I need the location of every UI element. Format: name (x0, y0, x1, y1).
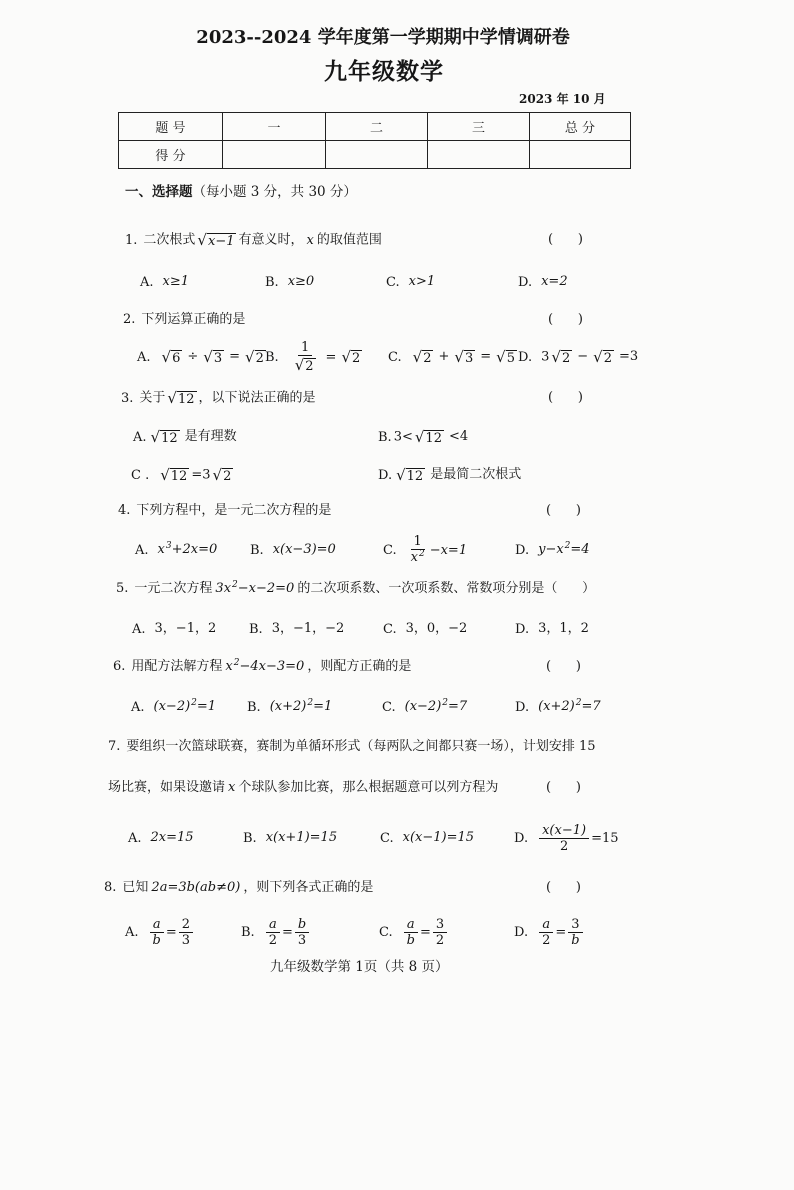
option-expression: 3，0，−2 (405, 621, 468, 636)
radical (496, 348, 517, 366)
numerator: 2 (179, 917, 193, 933)
option-expression: x(x−1)=15 (402, 830, 475, 845)
radical (160, 466, 189, 484)
option-b (378, 425, 471, 449)
numerator: x(x−1) (539, 823, 589, 839)
question-3-options-row-2 (0, 463, 794, 487)
statement-text: 是有理数 (184, 429, 237, 445)
question-5-stem (116, 580, 595, 599)
radicand: √ 3 (464, 350, 474, 366)
equation-rest: −4x−3=0 (239, 659, 305, 674)
denominator: 3 (181, 932, 191, 948)
stem-text: 场比赛，如果设邀请 (108, 780, 226, 795)
expression-rest: +2x=0 (171, 541, 218, 557)
operator: = (165, 924, 177, 940)
option-label: B. (249, 621, 263, 637)
option-label: C. (380, 830, 394, 846)
option-d (518, 272, 568, 292)
inline-equation (215, 581, 294, 596)
option-label: A. (132, 621, 146, 637)
variable: x (228, 780, 236, 795)
answer-blank: ( ) (546, 503, 581, 518)
option-label: A. (133, 429, 147, 445)
fraction (568, 917, 582, 948)
stem-text: ，以下说法正确的是 (198, 390, 316, 406)
question-8-options (0, 915, 794, 949)
option-label: A. (125, 924, 139, 940)
option-expression (394, 428, 471, 447)
question-number: 6. (113, 659, 126, 674)
coefficient: 3 (541, 349, 550, 365)
option-label: B. (378, 429, 392, 445)
fraction (295, 917, 309, 948)
row-label-question-no: 题 号 (119, 113, 223, 141)
option-label: D. (515, 542, 530, 558)
radical (295, 356, 316, 374)
option-c (131, 463, 235, 487)
exponent: 2 (232, 580, 238, 590)
option-expression (288, 340, 365, 374)
question-3-options-row-1 (0, 425, 794, 449)
option-expression (394, 466, 524, 485)
denominator: 2 (542, 932, 551, 948)
option-expression (405, 698, 468, 717)
option-expression (541, 348, 641, 367)
radicand: √ 2 (561, 350, 571, 366)
inline-equation (225, 659, 304, 674)
option-d (514, 915, 585, 949)
column-total: 总 分 (530, 113, 631, 141)
option-label: D. (514, 924, 529, 940)
fraction (404, 917, 418, 948)
option-label: A. (137, 349, 151, 365)
radicand: √ 2 (255, 350, 264, 366)
option-d (518, 342, 641, 372)
numerator: 3 (433, 917, 447, 933)
question-4-stem (118, 502, 331, 520)
option-label: D. (515, 699, 530, 715)
option-c (379, 915, 449, 949)
radical (162, 348, 183, 366)
operator: = (325, 349, 337, 365)
fraction (539, 917, 553, 948)
stem-text: 的二次项系数、一次项系数、常数项分别是（ ） (297, 581, 596, 596)
numerator: b (295, 917, 309, 933)
base: (x+2) (538, 698, 575, 714)
answer-blank: ( ) (546, 780, 581, 795)
column-part-3: 三 (428, 113, 530, 141)
option-label: A. (135, 542, 149, 558)
radical (213, 466, 234, 484)
operator: = (555, 924, 567, 940)
base: x (410, 549, 418, 565)
question-1-stem (125, 231, 382, 250)
denominator: b (152, 932, 161, 948)
fraction (150, 917, 164, 948)
question-7-stem-line-2 (108, 779, 498, 797)
stem-text: 二次根式 (143, 232, 196, 248)
option-expression: 3，−1，2 (154, 621, 217, 636)
radical (151, 428, 180, 446)
equation-rest: −x−2=0 (237, 581, 295, 596)
expression-rest: =1 (196, 698, 217, 714)
radical (454, 348, 475, 366)
inline-equation: 2a=3b(ab≠0) (151, 880, 241, 895)
option-expression (264, 917, 312, 948)
operator: = (419, 924, 431, 940)
denominator: 2 (559, 838, 569, 854)
option-expression (537, 917, 585, 948)
option-expression (154, 698, 217, 717)
answer-blank: ( ) (546, 659, 581, 674)
section-label: 一、选择题 (125, 184, 193, 200)
column-part-1: 一 (223, 113, 326, 141)
question-number: 3. (121, 390, 134, 406)
exponent: 2 (575, 697, 582, 708)
stem-text: 下列方程中，是一元二次方程的是 (136, 503, 332, 518)
section-heading (125, 183, 357, 201)
option-label: C. (379, 924, 393, 940)
option-expression (270, 698, 333, 717)
stem-text: 要组织一次篮球联赛，赛制为单循环形式（每两队之间都只赛一场），计划安排 15 (126, 739, 596, 754)
operator: = (480, 349, 492, 365)
fraction (408, 534, 428, 567)
radical (413, 348, 434, 366)
option-a (125, 915, 195, 949)
question-number: 5. (116, 581, 129, 596)
radicand: √ 2 (603, 350, 612, 366)
base: x (225, 659, 233, 674)
answer-blank: ( ) (548, 232, 583, 247)
option-label: A. (131, 699, 145, 715)
section-note: （每小题 3 分，共 30 分） (192, 184, 357, 200)
radical (396, 466, 425, 484)
option-b (247, 697, 332, 717)
option-a (140, 272, 189, 292)
radical (167, 389, 196, 407)
option-expression (402, 917, 450, 948)
stem-text: 下列运算正确的是 (141, 312, 246, 327)
question-number: 8. (104, 880, 117, 895)
denominator: 2 (435, 932, 445, 948)
score-cell-part-1 (223, 141, 326, 169)
option-label: B. (241, 924, 255, 940)
statement-text: 是最简二次根式 (430, 467, 522, 483)
inequality-right: <4 (448, 429, 469, 445)
option-b (243, 822, 337, 854)
option-a (137, 342, 268, 372)
numerator: 1 (411, 534, 425, 550)
option-b (241, 915, 311, 949)
radical (593, 348, 614, 366)
denominator: b (406, 932, 415, 948)
score-table (118, 112, 631, 169)
radical (415, 428, 444, 446)
radicand: √ 12 (406, 468, 424, 484)
exam-date: 2023 年 10 月 (519, 92, 606, 106)
question-2-options (0, 342, 794, 372)
option-expression (538, 541, 589, 560)
option-expression (160, 348, 268, 367)
exponent: 2 (191, 697, 197, 708)
denominator: 2 (268, 932, 277, 948)
stem-text: 已知 (122, 880, 149, 895)
option-expression: x≥1 (162, 274, 190, 289)
exponent: 2 (307, 697, 314, 708)
option-d (378, 463, 524, 487)
numerator: 1 (298, 340, 312, 356)
denominator: b (571, 932, 580, 948)
question-4-options (0, 535, 794, 565)
answer-blank: ( ) (548, 312, 583, 327)
option-expression: x>1 (408, 274, 436, 289)
radicand: √ 12 (425, 430, 442, 446)
radicand: √ x−1 (207, 234, 235, 249)
option-expression (158, 466, 235, 485)
answer-blank: ( ) (546, 880, 581, 895)
radicand: √ 5 (506, 350, 515, 366)
question-6-stem (113, 658, 411, 677)
denominator (408, 550, 428, 567)
option-a (132, 619, 216, 639)
option-label: A. (128, 830, 142, 846)
radicand: √ 2 (223, 468, 232, 484)
option-label: D. (518, 274, 533, 290)
question-7-options (0, 822, 794, 854)
option-d (515, 535, 590, 565)
option-label: D. (378, 467, 393, 483)
option-expression: x≥0 (287, 274, 315, 289)
denominator (290, 356, 321, 374)
option-expression: 3，−1，−2 (271, 621, 345, 636)
option-label: C. (383, 542, 397, 558)
option-expression (149, 428, 240, 447)
radical (245, 348, 266, 366)
question-6-options (0, 697, 794, 717)
option-a (135, 535, 217, 565)
expression-rest: =4 (570, 541, 590, 557)
exponent: 2 (418, 548, 425, 559)
question-8-stem (104, 879, 373, 897)
stem-text: 关于 (139, 390, 166, 406)
numerator: a (150, 917, 164, 933)
expression-rest: −x=1 (429, 542, 468, 558)
option-d (515, 619, 589, 639)
option-label: B. (250, 542, 264, 558)
option-d (515, 697, 601, 717)
fraction (539, 823, 589, 854)
numerator: 3 (568, 917, 582, 933)
option-c (383, 535, 467, 565)
operator: = (229, 349, 241, 365)
radical (551, 348, 572, 366)
score-table-header-row (119, 113, 631, 141)
option-label: D. (518, 349, 533, 365)
option-c (382, 697, 467, 717)
option-label: A. (140, 274, 154, 290)
radicand: √ 3 (213, 350, 223, 366)
base: (x−2) (153, 698, 191, 714)
question-5-options (0, 619, 794, 639)
option-expression: x=2 (541, 274, 568, 289)
option-d (514, 822, 619, 854)
option-label: C. (386, 274, 400, 290)
question-1-options (0, 272, 794, 292)
score-table-score-row (119, 141, 631, 169)
column-part-2: 二 (326, 113, 428, 141)
numerator: a (404, 917, 418, 933)
numerator: a (266, 917, 280, 933)
operator: = (281, 924, 293, 940)
option-label: C . (131, 467, 150, 483)
option-b (249, 619, 344, 639)
radical (203, 348, 224, 366)
option-a (128, 822, 194, 854)
question-2-stem (123, 311, 245, 329)
option-label: C. (383, 621, 397, 637)
fraction (290, 340, 321, 374)
base: y−x (538, 541, 564, 557)
question-number: 2. (123, 312, 136, 327)
row-label-score: 得 分 (119, 141, 223, 169)
option-label: B. (265, 349, 279, 365)
base: (x−2) (404, 698, 442, 714)
stem-text: 一元二次方程 (134, 581, 213, 596)
score-cell-part-3 (428, 141, 530, 169)
question-number: 1. (125, 232, 138, 248)
expression-rest: =7 (448, 698, 468, 714)
operator: =3 (618, 349, 639, 365)
radicand: √ 12 (170, 468, 188, 484)
option-expression: x(x+1)=15 (265, 830, 338, 845)
score-cell-part-2 (326, 141, 428, 169)
exponent: 2 (564, 540, 571, 551)
fraction (179, 917, 193, 948)
operator: ÷ (187, 349, 199, 365)
option-expression: x(x−3)=0 (272, 542, 336, 557)
operator: + (438, 349, 450, 365)
question-number: 4. (118, 503, 131, 518)
option-c (383, 619, 467, 639)
option-label: D. (515, 621, 530, 637)
option-a (131, 697, 216, 717)
operator: − (577, 349, 589, 365)
option-expression: 3，1，2 (538, 621, 589, 636)
stem-text: ，则配方正确的是 (307, 659, 412, 674)
option-expression (537, 823, 618, 854)
numerator: a (539, 917, 553, 933)
stem-text: 有意义时， (238, 232, 304, 248)
radicand: √ 2 (352, 351, 361, 366)
radical (197, 231, 236, 249)
base: 3x (215, 581, 232, 596)
option-label: D. (514, 830, 529, 846)
score-cell-total (530, 141, 631, 169)
inequality-left: 3< (393, 429, 413, 445)
stem-text: 个球队参加比赛，那么根据题意可以列方程为 (238, 780, 499, 795)
stem-text: 的取值范围 (316, 232, 382, 248)
radicand: √ 2 (305, 359, 314, 374)
page-footer: 九年级数学第 1页（共 8 页） (270, 959, 449, 975)
base: x (157, 541, 165, 557)
fraction (266, 917, 280, 948)
option-expression (411, 348, 519, 367)
expression-rest: =15 (591, 830, 619, 846)
option-c (380, 822, 474, 854)
option-c (386, 272, 435, 292)
stem-text: 用配方法解方程 (131, 659, 223, 674)
option-label: B. (265, 274, 279, 290)
variable: x (306, 232, 314, 248)
option-expression (406, 534, 467, 567)
base: (x+2) (269, 698, 307, 714)
option-label: B. (243, 830, 257, 846)
option-label: B. (247, 699, 261, 715)
radicand: √ 2 (423, 350, 432, 366)
expression-rest: =7 (581, 698, 601, 714)
denominator: 3 (297, 932, 307, 948)
exponent: 2 (233, 658, 240, 668)
exam-title: 2023--2024 学年度第一学期期中学情调研卷 (196, 27, 570, 48)
subject-title: 九年级数学 (324, 58, 444, 85)
radicand: √ 12 (177, 392, 195, 407)
stem-text: ，则下列各式正确的是 (243, 880, 374, 895)
option-label: C. (382, 699, 396, 715)
option-expression (538, 698, 601, 717)
radicand: √ 12 (161, 430, 178, 446)
answer-blank: ( ) (548, 390, 583, 405)
option-expression (148, 917, 196, 948)
option-b (250, 535, 336, 565)
fraction (433, 917, 447, 948)
option-label: C. (388, 349, 402, 365)
question-7-stem-line-1 (108, 738, 596, 756)
option-expression (158, 541, 218, 560)
option-b (265, 342, 364, 372)
question-3-stem (121, 389, 316, 408)
option-b (265, 272, 314, 292)
question-number: 7. (108, 739, 121, 754)
radicand: √ 6 (172, 350, 181, 366)
exponent: 2 (442, 697, 448, 708)
exponent: 3 (165, 540, 172, 551)
option-c (388, 342, 519, 372)
expression-rest: =1 (313, 698, 333, 714)
operator: =3 (191, 467, 211, 483)
option-expression: 2x=15 (150, 830, 194, 845)
option-a (133, 425, 240, 449)
radical (341, 348, 362, 366)
